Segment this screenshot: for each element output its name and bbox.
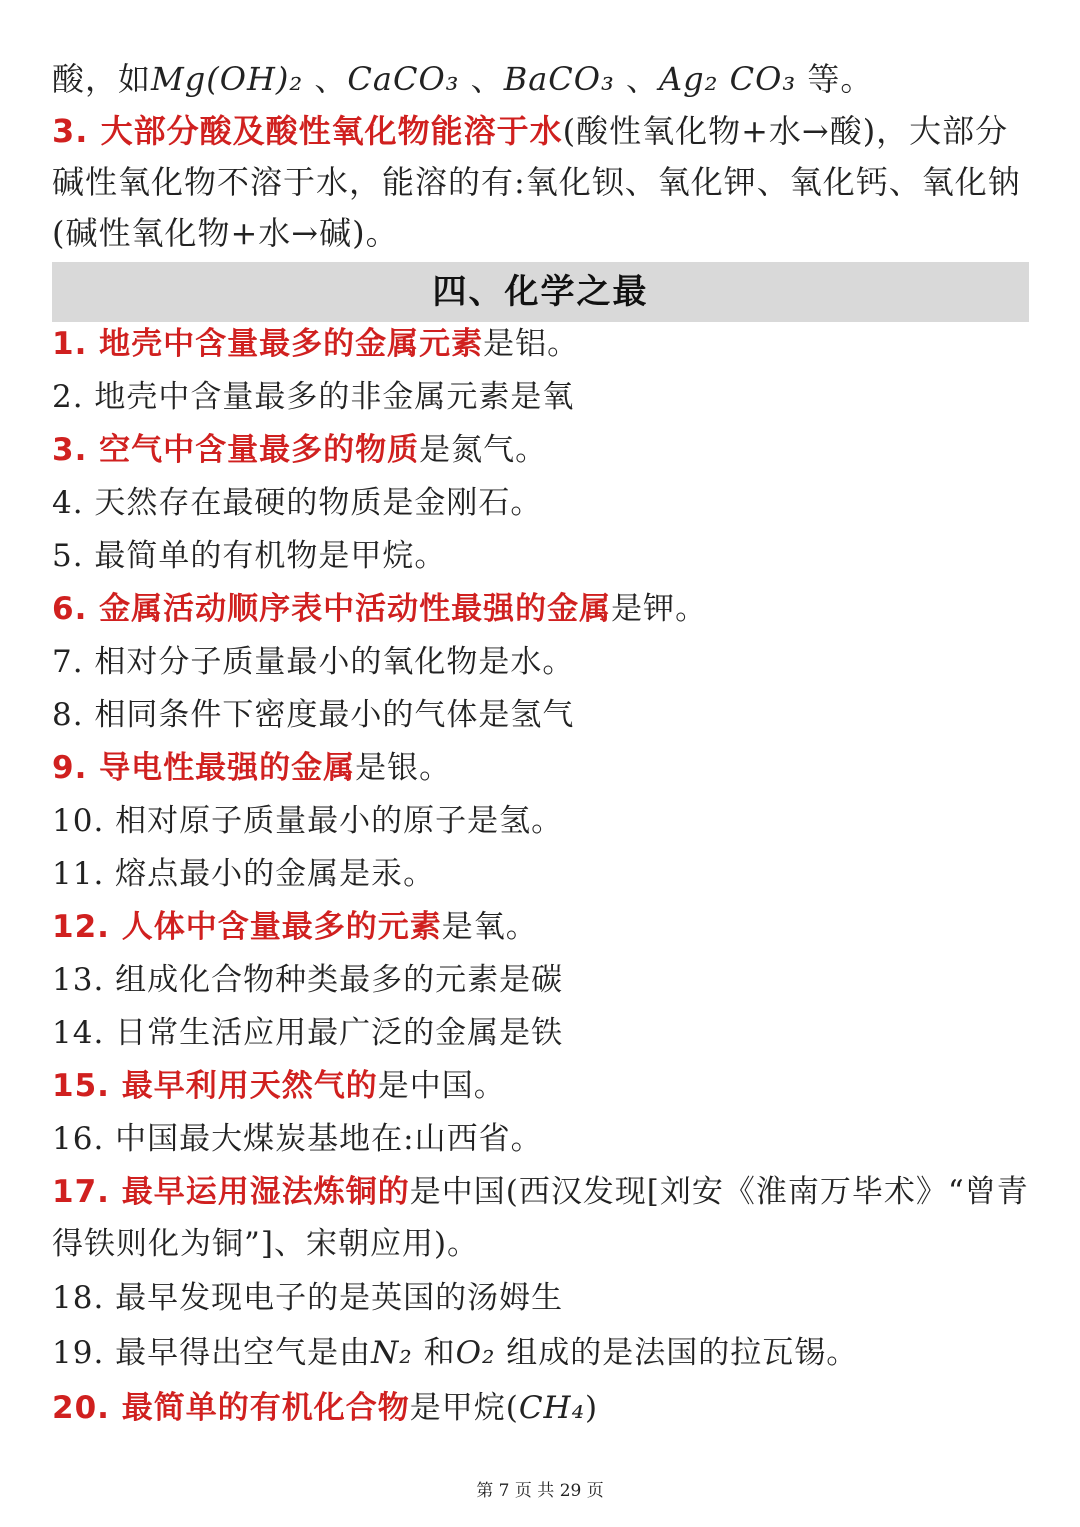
item-highlight: 15. 最早利用天然气的	[52, 1068, 378, 1104]
list-item	[52, 424, 1032, 476]
intro-formula-line	[52, 54, 1032, 105]
item-text: 是氧。	[441, 909, 538, 945]
item-text-close: )	[585, 1390, 599, 1426]
item-text: 14. 日常生活应用最广泛的金属是铁	[52, 1015, 564, 1051]
item-text: 是中国(西汉发现[刘安《淮南万毕术》“曾青得铁则化为铜”]、宋朝应用)。	[52, 1174, 1029, 1262]
item-highlight: 1. 地壳中含量最多的金属元素	[52, 326, 484, 362]
intro-prefix: 酸，如	[52, 60, 152, 98]
formula-baco3: BaCO₃	[503, 60, 615, 98]
list-item	[52, 901, 1032, 953]
item-highlight: 12. 人体中含量最多的元素	[52, 909, 442, 945]
list-item	[52, 1060, 1032, 1112]
point-3-text: (酸性氧化物+水→酸)，大部分碱性氧化物不溶于水，能溶的有:氧化钡、氧化钾、氧化钙、氧化钠(碱性氧化物+水→碱)。	[52, 112, 1021, 252]
list-item	[52, 477, 1032, 529]
item-text-end: 组成的是法国的拉瓦锡。	[495, 1335, 859, 1371]
item-text: 13. 组成化合物种类最多的元素是碳	[52, 962, 564, 998]
item-highlight: 20. 最简单的有机化合物	[52, 1390, 410, 1426]
separator: 、	[614, 60, 660, 98]
section-title: 四、化学之最	[432, 272, 649, 312]
list-item	[52, 371, 1032, 423]
item-text: 是甲烷(	[409, 1390, 519, 1426]
list-item	[52, 1327, 1032, 1379]
item-text: 8. 相同条件下密度最小的气体是氢气	[52, 697, 575, 733]
formula-o2: O₂	[455, 1335, 496, 1371]
formula-n2: N₂	[371, 1335, 413, 1371]
list-item	[52, 530, 1032, 582]
item-highlight: 17. 最早运用湿法炼铜的	[52, 1174, 410, 1210]
item-highlight: 9. 导电性最强的金属	[52, 750, 356, 786]
page-number-footer: 第 7 页 共 29 页	[476, 1481, 604, 1501]
item-text: 2. 地壳中含量最多的非金属元素是氧	[52, 379, 575, 415]
list-item	[52, 636, 1032, 688]
section-heading-bar	[52, 262, 1029, 322]
item-text: 4. 天然存在最硬的物质是金刚石。	[52, 485, 543, 521]
list-item	[52, 1382, 1032, 1434]
intro-suffix: 等。	[796, 60, 874, 98]
item-text: 11. 熔点最小的金属是汞。	[52, 856, 436, 892]
list-item	[52, 1007, 1032, 1059]
list-item	[52, 742, 1032, 794]
list-item	[52, 1113, 1032, 1165]
list-item	[52, 848, 1032, 900]
item-text: 5. 最简单的有机物是甲烷。	[52, 538, 447, 574]
point-3-highlight: 3. 大部分酸及酸性氧化物能溶于水	[52, 112, 563, 150]
item-text: 是银。	[355, 750, 452, 786]
formula-ag2co3: Ag₂ CO₃	[659, 60, 797, 98]
formula-caco3: CaCO₃	[347, 60, 460, 98]
formula-mgoh2: Mg(OH)₂	[151, 60, 304, 98]
item-text: 是钾。	[611, 591, 708, 627]
item-text: 16. 中国最大煤炭基地在:山西省。	[52, 1121, 543, 1157]
list-item	[52, 954, 1032, 1006]
list-item	[52, 583, 1032, 635]
item-text: 7. 相对分子质量最小的氧化物是水。	[52, 644, 575, 680]
list-item	[52, 795, 1032, 847]
item-text: 18. 最早发现电子的是英国的汤姆生	[52, 1280, 564, 1316]
list-item	[52, 318, 1032, 370]
item-highlight: 6. 金属活动顺序表中活动性最强的金属	[52, 591, 612, 627]
separator: 、	[303, 60, 348, 98]
item-highlight: 3. 空气中含量最多的物质	[52, 432, 420, 468]
item-text: 19. 最早得出空气是由	[52, 1335, 372, 1371]
list-item	[52, 689, 1032, 741]
point-3-paragraph	[52, 106, 1032, 259]
item-text: 是中国。	[377, 1068, 506, 1104]
formula-ch4: CH₄	[518, 1390, 586, 1426]
item-text: 是氮气。	[419, 432, 548, 468]
item-text-mid: 和	[412, 1335, 456, 1371]
separator: 、	[459, 60, 504, 98]
list-item	[52, 1166, 1032, 1270]
list-item	[52, 1272, 1032, 1324]
item-text: 10. 相对原子质量最小的原子是氢。	[52, 803, 564, 839]
item-text: 是铝。	[483, 326, 580, 362]
